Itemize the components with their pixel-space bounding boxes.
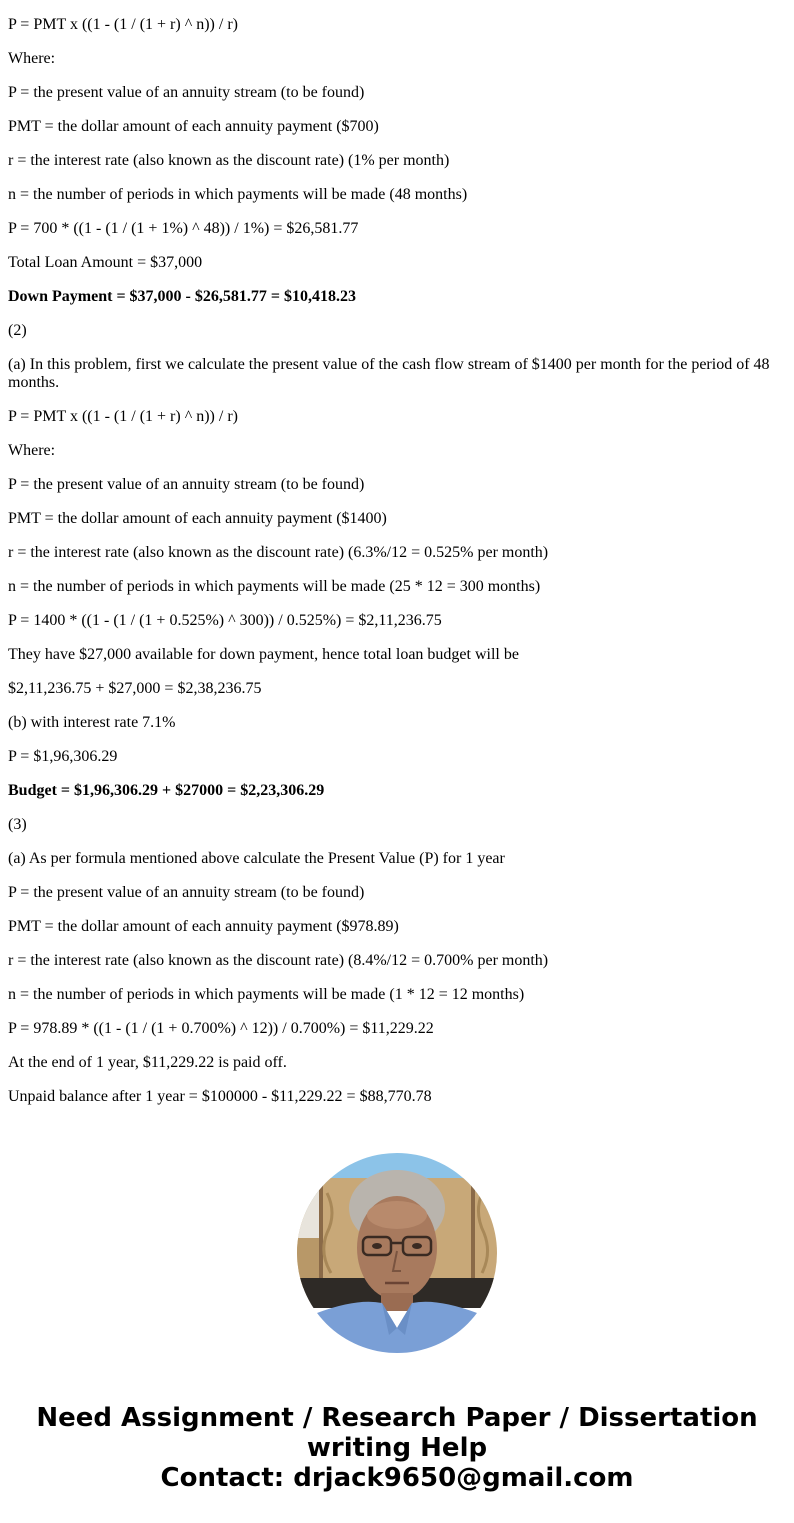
footer-headline: Need Assignment / Research Paper / Dissertation xyxy=(36,1403,758,1433)
paid-off-note: At the end of 1 year, $11,229.22 is paid off. xyxy=(8,1054,287,1071)
calculation-p: P = 1400 * ((1 - (1 / (1 + 0.525%) ^ 300)) / 0.525%) = $2,11,236.75 xyxy=(8,612,442,629)
definition-n: n = the number of periods in which payments will be made (1 * 12 = 12 months) xyxy=(8,986,525,1003)
section-heading-3: (3) xyxy=(8,816,27,833)
definition-r: r = the interest rate (also known as the discount rate) (1% per month) xyxy=(8,152,450,169)
calculation-p-2b: P = $1,96,306.29 xyxy=(8,748,118,765)
formula-pv-annuity: P = PMT x ((1 - (1 / (1 + r) ^ n)) / r) xyxy=(8,408,238,425)
definition-pmt: PMT = the dollar amount of each annuity payment ($978.89) xyxy=(8,918,399,935)
footer-contact-email: Contact: drjack9650@gmail.com xyxy=(160,1463,634,1493)
total-loan-amount: Total Loan Amount = $37,000 xyxy=(8,254,203,271)
definition-r: r = the interest rate (also known as the discount rate) (8.4%/12 = 0.700% per month) xyxy=(8,952,549,969)
contact-footer xyxy=(0,1403,794,1493)
total-budget-calculation: $2,11,236.75 + $27,000 = $2,38,236.75 xyxy=(8,680,262,697)
footer-headline-continued: writing Help xyxy=(306,1433,488,1463)
definition-p: P = the present value of an annuity stream (to be found) xyxy=(8,476,365,493)
down-payment-note: They have $27,000 available for down payment, hence total loan budget will be xyxy=(8,646,519,663)
budget-result: Budget = $1,96,306.29 + $27000 = $2,23,306.29 xyxy=(8,782,325,799)
down-payment-result: Down Payment = $37,000 - $26,581.77 = $10,418.23 xyxy=(8,288,356,305)
unpaid-balance-result: Unpaid balance after 1 year = $100000 - $11,229.22 = $88,770.78 xyxy=(8,1088,432,1105)
problem-2b-heading: (b) with interest rate 7.1% xyxy=(8,714,176,731)
avatar xyxy=(297,1153,497,1353)
definition-r: r = the interest rate (also known as the discount rate) (6.3%/12 = 0.525% per month) xyxy=(8,544,549,561)
where-label: Where: xyxy=(8,50,56,67)
definition-n: n = the number of periods in which payments will be made (48 months) xyxy=(8,186,468,203)
calculation-p: P = 700 * ((1 - (1 / (1 + 1%) ^ 48)) / 1%) = $26,581.77 xyxy=(8,220,359,237)
definition-p: P = the present value of an annuity stream (to be found) xyxy=(8,84,365,101)
definition-pmt: PMT = the dollar amount of each annuity payment ($700) xyxy=(8,118,379,135)
problem-3a-intro: (a) As per formula mentioned above calculate the Present Value (P) for 1 year xyxy=(8,850,505,867)
definition-pmt: PMT = the dollar amount of each annuity payment ($1400) xyxy=(8,510,387,527)
section-heading-2: (2) xyxy=(8,322,27,339)
where-label: Where: xyxy=(8,442,56,459)
definition-n: n = the number of periods in which payments will be made (25 * 12 = 300 months) xyxy=(8,578,541,595)
definition-p: P = the present value of an annuity stream (to be found) xyxy=(8,884,365,901)
document-body xyxy=(8,16,786,1122)
problem-2a-intro: (a) In this problem, first we calculate the present value of the cash flow stream of $1400 per month for the period of 48 months. xyxy=(8,356,770,391)
avatar-portrait-icon xyxy=(297,1153,497,1353)
calculation-p: P = 978.89 * ((1 - (1 / (1 + 0.700%) ^ 12)) / 0.700%) = $11,229.22 xyxy=(8,1020,434,1037)
formula-pv-annuity: P = PMT x ((1 - (1 / (1 + r) ^ n)) / r) xyxy=(8,16,238,33)
